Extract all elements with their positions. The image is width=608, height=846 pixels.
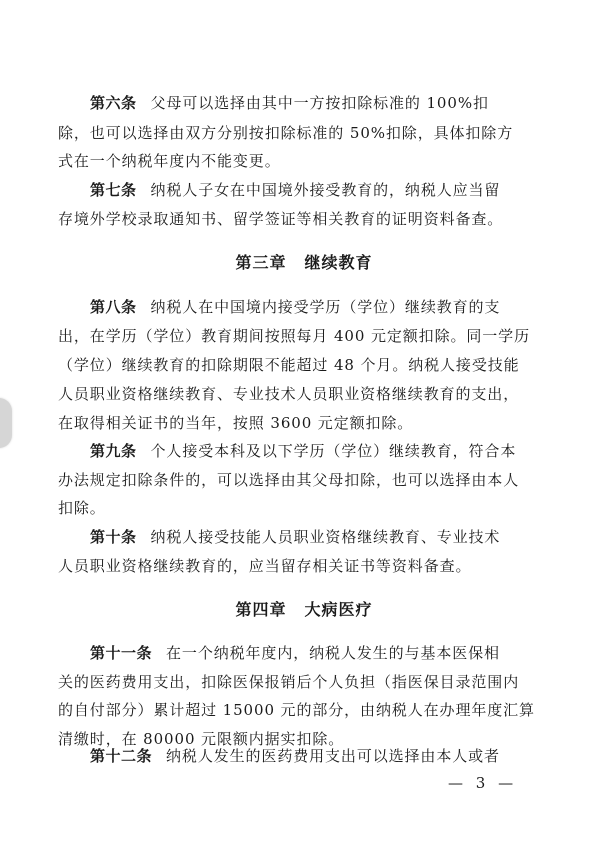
- article-9-line-3: 扣除。: [58, 499, 106, 517]
- chapter-3-heading: [0, 250, 608, 273]
- article-8-line-4: 人员职业资格继续教育、专业技术人员职业资格继续教育的支出，: [58, 385, 520, 403]
- article-10-line-1: 第十条 纳税人接受技能人员职业资格继续教育、专业技术: [90, 528, 501, 546]
- article-8-line-1: 第八条 纳税人在中国境内接受学历（学位）继续教育的支: [90, 298, 501, 316]
- article-7-line-2: 存境外学校录取通知书、留学签证等相关教育的证明资料备查。: [58, 210, 504, 228]
- article-7-label: 第七条: [90, 181, 137, 199]
- article-9-line-1: 第九条 个人接受本科及以下学历（学位）继续教育，符合本: [90, 442, 517, 460]
- chapter-4-heading: [0, 597, 608, 620]
- article-6-line-2: 除，也可以选择由双方分别按扣除标准的 50%扣除，具体扣除方: [58, 124, 514, 142]
- article-11-line-3: 的自付部分）累计超过 15000 元的部分，由纳税人在办理年度汇算: [58, 701, 535, 719]
- article-6-line-3: 式在一个纳税年度内不能变更。: [58, 152, 281, 170]
- article-11-line-2: 关的医药费用支出，扣除医保报销后个人负担（指医保目录范围内: [58, 673, 520, 691]
- article-7-line-1: 第七条 纳税人子女在中国境外接受教育的，纳税人应当留: [90, 181, 501, 199]
- article-6-label: 第六条: [90, 94, 137, 112]
- article-10-label: 第十条: [90, 528, 137, 546]
- chapter-4-title: 大病医疗: [304, 600, 373, 619]
- article-8-line-5: 在取得相关证书的当年，按照 3600 元定额扣除。: [58, 414, 414, 432]
- scroll-handle[interactable]: [0, 398, 12, 448]
- chapter-3-number: 第三章: [235, 253, 287, 272]
- article-6-line-1: 第六条 父母可以选择由其中一方按扣除标准的 100%扣: [90, 94, 489, 112]
- chapter-4-number: 第四章: [235, 600, 287, 619]
- article-11-line-1: 第十一条 在一个纳税年度内，纳税人发生的与基本医保相: [90, 644, 500, 662]
- page-number: — 3 —: [448, 774, 518, 792]
- article-12-label: 第十二条: [90, 747, 153, 765]
- article-9-line-2: 办法规定扣除条件的，可以选择由其父母扣除，也可以选择由本人: [58, 471, 520, 489]
- article-10-line-2: 人员职业资格继续教育的，应当留存相关证书等资料备查。: [58, 557, 472, 575]
- article-11-line-4: 清缴时，在 80000 元限额内据实扣除。: [58, 730, 345, 748]
- article-11-label: 第十一条: [90, 644, 153, 662]
- article-9-label: 第九条: [90, 442, 137, 460]
- chapter-3-title: 继续教育: [304, 253, 373, 272]
- article-8-label: 第八条: [90, 298, 137, 316]
- article-8-line-2: 出，在学历（学位）教育期间按照每月 400 元定额扣除。同一学历: [58, 327, 530, 345]
- article-8-line-3: （学位）继续教育的扣除期限不能超过 48 个月。纳税人接受技能: [58, 356, 520, 374]
- article-12-line-1: 第十二条 纳税人发生的医药费用支出可以选择由本人或者: [90, 747, 500, 765]
